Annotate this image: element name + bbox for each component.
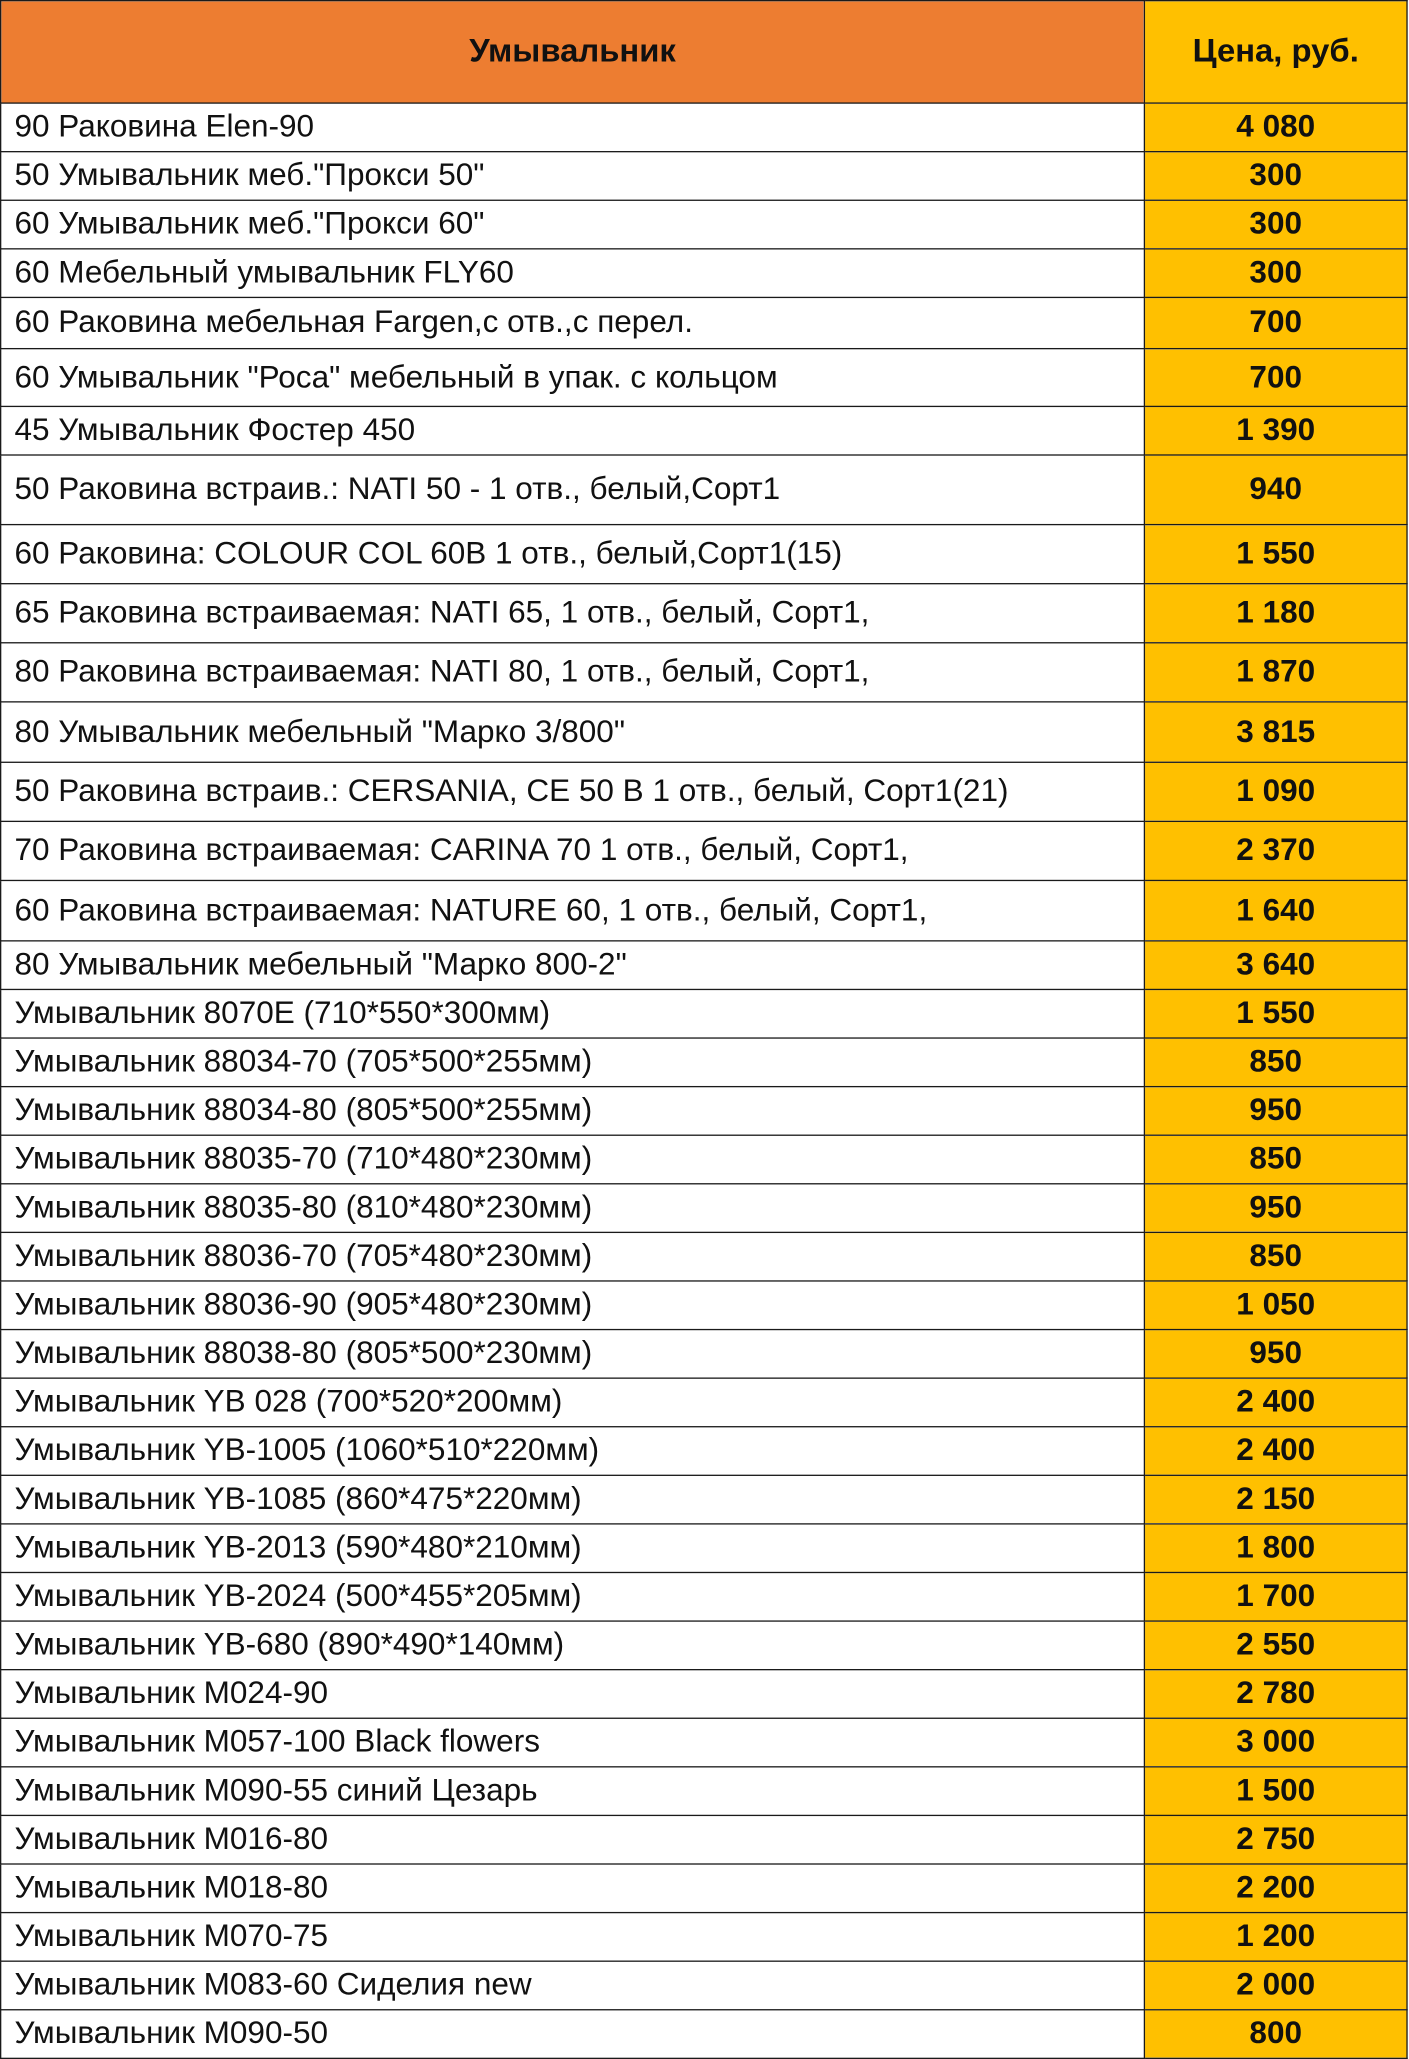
product-name-cell: Умывальник М090-50 (1, 2010, 1145, 2059)
price-cell: 1 870 (1144, 643, 1407, 702)
price-cell: 2 400 (1144, 1427, 1407, 1476)
price-cell: 1 550 (1144, 525, 1407, 584)
table-row (1, 1572, 1407, 1621)
product-name-cell: Умывальник 88035-80 (810*480*230мм) (1, 1184, 1145, 1233)
table-row (1, 1135, 1407, 1184)
table-row (1, 1087, 1407, 1136)
product-name-cell: Умывальник YB 028 (700*520*200мм) (1, 1378, 1145, 1427)
price-cell: 1 500 (1144, 1767, 1407, 1816)
table-row (1, 1232, 1407, 1281)
table-row (1, 152, 1407, 201)
price-cell: 300 (1144, 200, 1407, 249)
header-price-cell: Цена, руб. (1144, 1, 1407, 103)
price-cell: 800 (1144, 2010, 1407, 2059)
table-row (1, 643, 1407, 702)
product-name-cell: Умывальник YB-1085 (860*475*220мм) (1, 1475, 1145, 1524)
price-cell: 3 815 (1144, 702, 1407, 762)
table-row (1, 1767, 1407, 1816)
header-name-cell: Умывальник (1, 1, 1145, 103)
table-row (1, 2010, 1407, 2059)
table-row (1, 880, 1407, 940)
product-name-cell: Умывальник М090-55 синий Цезарь (1, 1767, 1145, 1816)
product-name-cell: Умывальник М016-80 (1, 1815, 1145, 1864)
price-cell: 2 400 (1144, 1378, 1407, 1427)
price-cell: 1 200 (1144, 1913, 1407, 1962)
product-name-cell: 50 Раковина встраив.: CERSANIA, CE 50 B 1 отв., белый, Сорт1(21) (1, 762, 1145, 821)
table-row (1, 1913, 1407, 1962)
table-row (1, 525, 1407, 584)
table-row (1, 1475, 1407, 1524)
product-name-cell: Умывальник 88034-80 (805*500*255мм) (1, 1087, 1145, 1136)
table-row (1, 702, 1407, 762)
product-name-cell: 50 Умывальник меб."Прокси 50" (1, 152, 1145, 201)
table-row (1, 349, 1407, 407)
product-name-cell: Умывальник 88036-70 (705*480*230мм) (1, 1232, 1145, 1281)
price-cell: 950 (1144, 1184, 1407, 1233)
table-row (1, 1670, 1407, 1719)
table-row (1, 200, 1407, 249)
product-name-cell: Умывальник 88034-70 (705*500*255мм) (1, 1038, 1145, 1087)
price-cell: 2 750 (1144, 1815, 1407, 1864)
price-cell: 1 640 (1144, 880, 1407, 940)
price-cell: 700 (1144, 349, 1407, 407)
price-cell: 1 050 (1144, 1281, 1407, 1330)
table-row (1, 1330, 1407, 1379)
table-body (1, 103, 1407, 2058)
table-row (1, 1281, 1407, 1330)
table-row (1, 1621, 1407, 1670)
price-cell: 700 (1144, 297, 1407, 348)
product-name-cell: 80 Умывальник мебельный "Марко 800-2" (1, 941, 1145, 990)
product-name-cell: Умывальник YB-2024 (500*455*205мм) (1, 1572, 1145, 1621)
price-cell: 3 640 (1144, 941, 1407, 990)
price-cell: 1 390 (1144, 406, 1407, 455)
product-name-cell: Умывальник YB-1005 (1060*510*220мм) (1, 1427, 1145, 1476)
table-row (1, 1427, 1407, 1476)
price-cell: 2 200 (1144, 1864, 1407, 1913)
price-cell: 4 080 (1144, 103, 1407, 152)
table-row (1, 1038, 1407, 1087)
price-cell: 300 (1144, 249, 1407, 298)
price-cell: 2 000 (1144, 1961, 1407, 2010)
product-name-cell: 65 Раковина встраиваемая: NATI 65, 1 отв., белый, Сорт1, (1, 584, 1145, 643)
product-name-cell: 60 Раковина мебельная Fargen,с отв.,с перел. (1, 297, 1145, 348)
product-name-cell: Умывальник М057-100 Black flowers (1, 1718, 1145, 1767)
table-row (1, 1961, 1407, 2010)
price-cell: 2 780 (1144, 1670, 1407, 1719)
product-name-cell: 80 Раковина встраиваемая: NATI 80, 1 отв., белый, Сорт1, (1, 643, 1145, 702)
table-row (1, 1864, 1407, 1913)
price-cell: 1 700 (1144, 1572, 1407, 1621)
table-row (1, 584, 1407, 643)
header-row (1, 1, 1407, 103)
product-name-cell: Умывальник 8070E (710*550*300мм) (1, 989, 1145, 1038)
product-name-cell: Умывальник М083-60 Сиделия new (1, 1961, 1145, 2010)
table-row (1, 1524, 1407, 1573)
table-row (1, 455, 1407, 525)
price-cell: 2 550 (1144, 1621, 1407, 1670)
product-name-cell: 80 Умывальник мебельный "Марко 3/800" (1, 702, 1145, 762)
price-cell: 1 180 (1144, 584, 1407, 643)
product-name-cell: 60 Умывальник меб."Прокси 60" (1, 200, 1145, 249)
price-cell: 1 090 (1144, 762, 1407, 821)
product-name-cell: 50 Раковина встраив.: NATI 50 - 1 отв., белый,Сорт1 (1, 455, 1145, 525)
product-name-cell: Умывальник М018-80 (1, 1864, 1145, 1913)
table-row (1, 762, 1407, 821)
table-row (1, 249, 1407, 298)
price-cell: 1 550 (1144, 989, 1407, 1038)
price-cell: 940 (1144, 455, 1407, 525)
product-name-cell: Умывальник 88035-70 (710*480*230мм) (1, 1135, 1145, 1184)
table-row (1, 103, 1407, 152)
table-row (1, 989, 1407, 1038)
table-row (1, 297, 1407, 348)
product-name-cell: Умывальник М070-75 (1, 1913, 1145, 1962)
price-cell: 950 (1144, 1330, 1407, 1379)
table-row (1, 941, 1407, 990)
price-cell: 850 (1144, 1135, 1407, 1184)
product-name-cell: Умывальник 88038-80 (805*500*230мм) (1, 1330, 1145, 1379)
table-row (1, 1815, 1407, 1864)
product-name-cell: Умывальник 88036-90 (905*480*230мм) (1, 1281, 1145, 1330)
price-cell: 2 150 (1144, 1475, 1407, 1524)
product-name-cell: 90 Раковина Elen-90 (1, 103, 1145, 152)
product-name-cell: 60 Умывальник "Роса" мебельный в упак. с кольцом (1, 349, 1145, 407)
table-row (1, 1378, 1407, 1427)
table-row (1, 1718, 1407, 1767)
table-row (1, 1184, 1407, 1233)
price-cell: 1 800 (1144, 1524, 1407, 1573)
product-name-cell: Умывальник YB-2013 (590*480*210мм) (1, 1524, 1145, 1573)
table-row (1, 821, 1407, 880)
price-cell: 850 (1144, 1038, 1407, 1087)
price-cell: 850 (1144, 1232, 1407, 1281)
product-name-cell: 70 Раковина встраиваемая: CARINA 70 1 отв., белый, Сорт1, (1, 821, 1145, 880)
price-cell: 950 (1144, 1087, 1407, 1136)
product-name-cell: 60 Раковина встраиваемая: NATURE 60, 1 отв., белый, Сорт1, (1, 880, 1145, 940)
product-name-cell: 60 Раковина: COLOUR COL 60B 1 отв., белый,Сорт1(15) (1, 525, 1145, 584)
price-cell: 300 (1144, 152, 1407, 201)
product-name-cell: Умывальник YB-680 (890*490*140мм) (1, 1621, 1145, 1670)
price-cell: 2 370 (1144, 821, 1407, 880)
table-row (1, 406, 1407, 455)
product-name-cell: 60 Мебельный умывальник FLY60 (1, 249, 1145, 298)
product-name-cell: Умывальник М024-90 (1, 1670, 1145, 1719)
product-name-cell: 45 Умывальник Фостер 450 (1, 406, 1145, 455)
price-cell: 3 000 (1144, 1718, 1407, 1767)
